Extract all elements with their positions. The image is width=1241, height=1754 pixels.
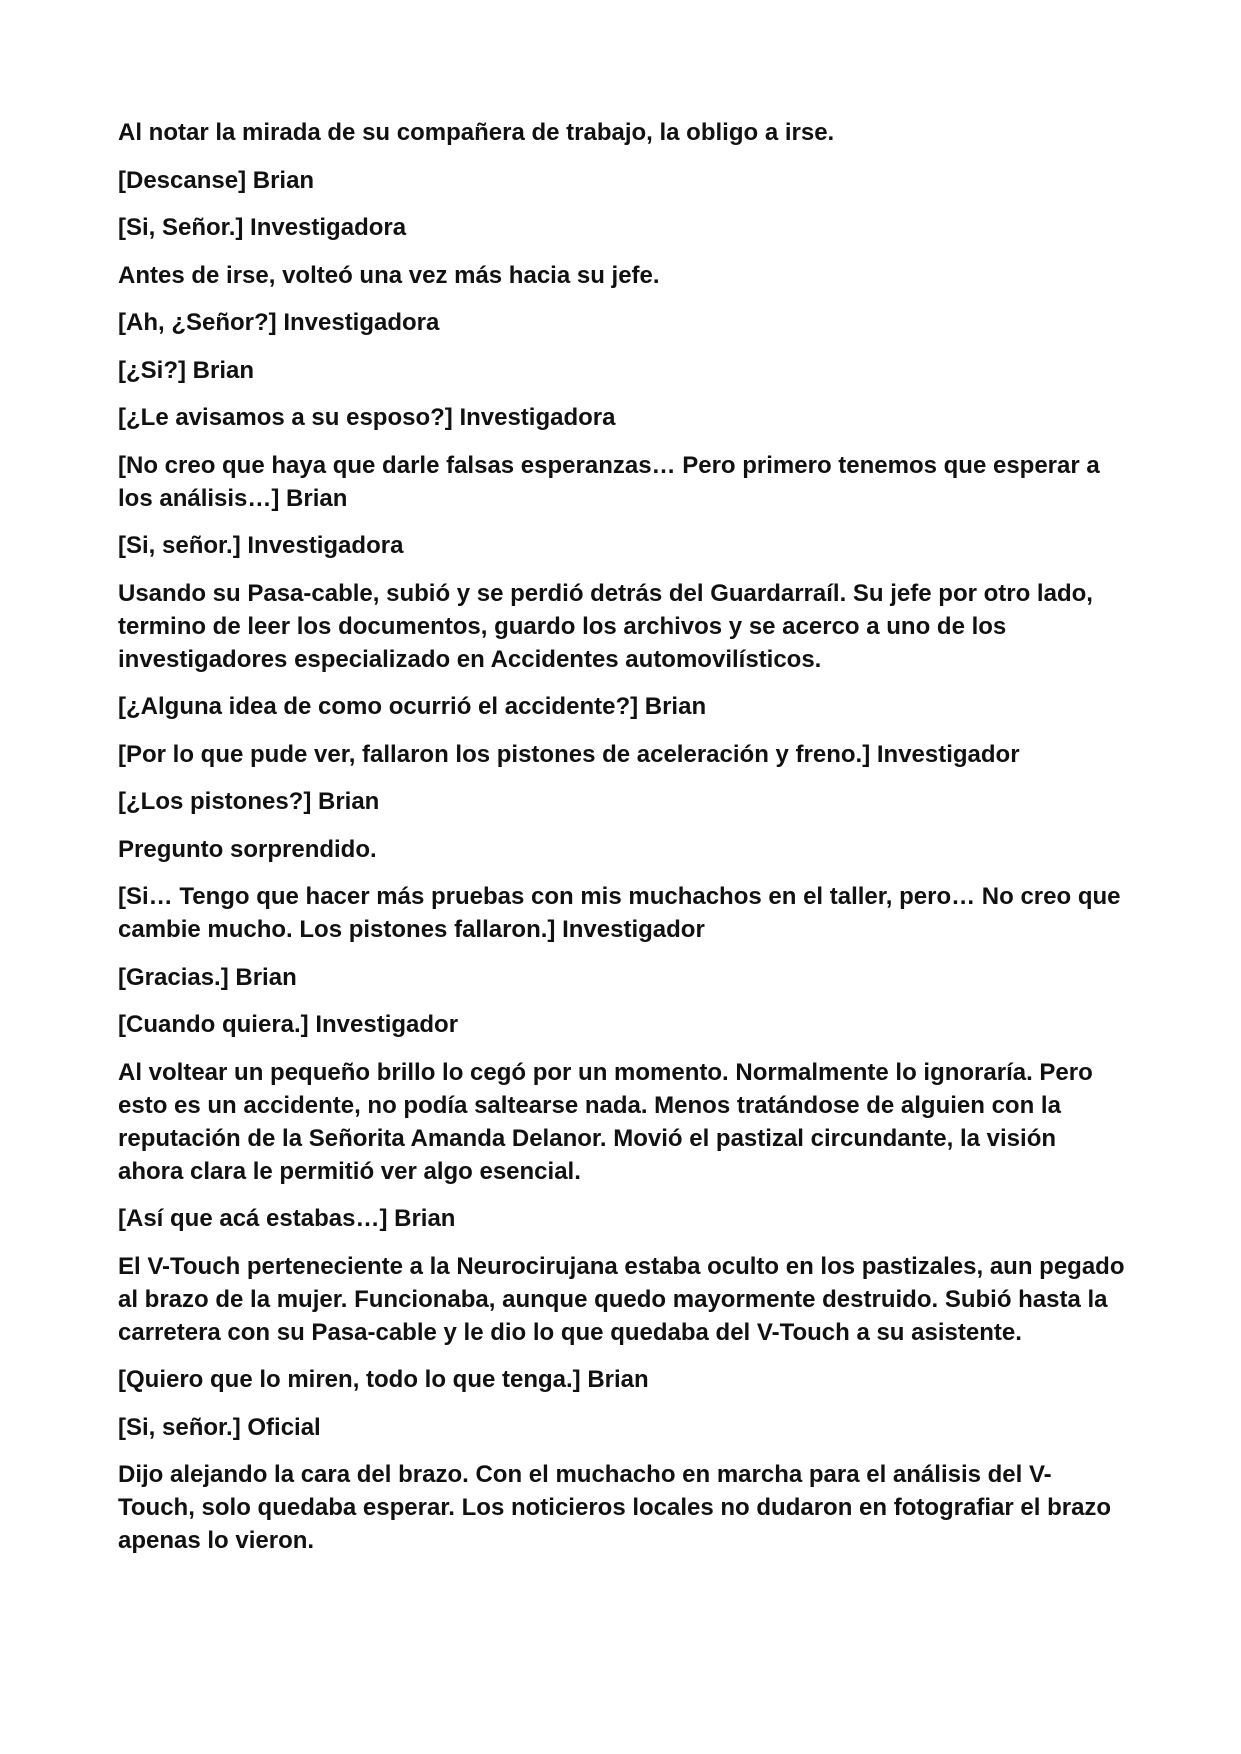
paragraph: [Por lo que pude ver, fallaron los pistones de aceleración y freno.] Investigador [118,740,1020,768]
paragraph: [Descanse] Brian [118,166,315,194]
paragraph: [Ah, ¿Señor?] Investigadora [118,309,440,336]
paragraph: [Cuando quiera.] Investigador [118,1011,459,1038]
paragraph: Pregunto sorprendido. [118,835,377,863]
paragraph: Antes de irse, volteó una vez más hacia su jefe. [118,261,660,289]
paragraph: [Si, Señor.] Investigadora [118,214,407,241]
paragraph: [Quiero que lo miren, todo lo que tenga.] Brian [118,1366,649,1393]
paragraph: El V-Touch perteneciente a la Neurocirujana estaba oculto en los pastizales, aun pegado al brazo de la mujer. Funcionaba, aunque quedo mayormente destruido. Subió hasta la carretera con su Pasa-cable y le dio lo que quedaba del V-Touch a su asistente. [118,1252,1125,1346]
paragraph: [¿Le avisamos a su esposo?] Investigadora [118,404,616,431]
paragraph: Dijo alejando la cara del brazo. Con el muchacho en marcha para el análisis del V-Touch, solo quedaba esperar. Los noticieros locales no dudaron en fotografiar el brazo apenas lo vieron. [118,1461,1112,1554]
paragraph: Al notar la mirada de su compañera de trabajo, la obligo a irse. [118,119,835,146]
paragraph: [Si, señor.] Investigadora [118,532,404,559]
text-column [118,116,1128,1572]
paragraph: Al voltear un pequeño brillo lo cegó por un momento. Normalmente lo ignoraría. Pero esto es un accidente, no podía saltearse nada. Menos tratándose de alguien con la reputación de la Señorita Amanda Delanor. Movió el pastizal circundante, la visión ahora clara le permitió ver algo esencial. [118,1058,1093,1185]
paragraph: [Así que acá estabas…] Brian [118,1205,456,1232]
paragraph: Usando su Pasa-cable, subió y se perdió detrás del Guardarraíl. Su jefe por otro lado, termino de leer los documentos, guardo los archivos y se acerco a uno de los investigadores especializado en Accidentes automovilísticos. [118,579,1093,673]
paragraph: [No creo que haya que darle falsas esperanzas… Pero primero tenemos que esperar a los análisis…] Brian [118,451,1100,512]
paragraph: [¿Si?] Brian [118,356,254,384]
paragraph: [Si… Tengo que hacer más pruebas con mis muchachos en el taller, pero… No creo que cambie mucho. Los pistones fallaron.] Investigador [118,883,1121,943]
paragraph: [Si, señor.] Oficial [118,1413,321,1441]
paragraph: [¿Los pistones?] Brian [118,788,380,815]
paragraph: [Gracias.] Brian [118,963,297,991]
paragraph: [¿Alguna idea de como ocurrió el accidente?] Brian [118,693,707,720]
